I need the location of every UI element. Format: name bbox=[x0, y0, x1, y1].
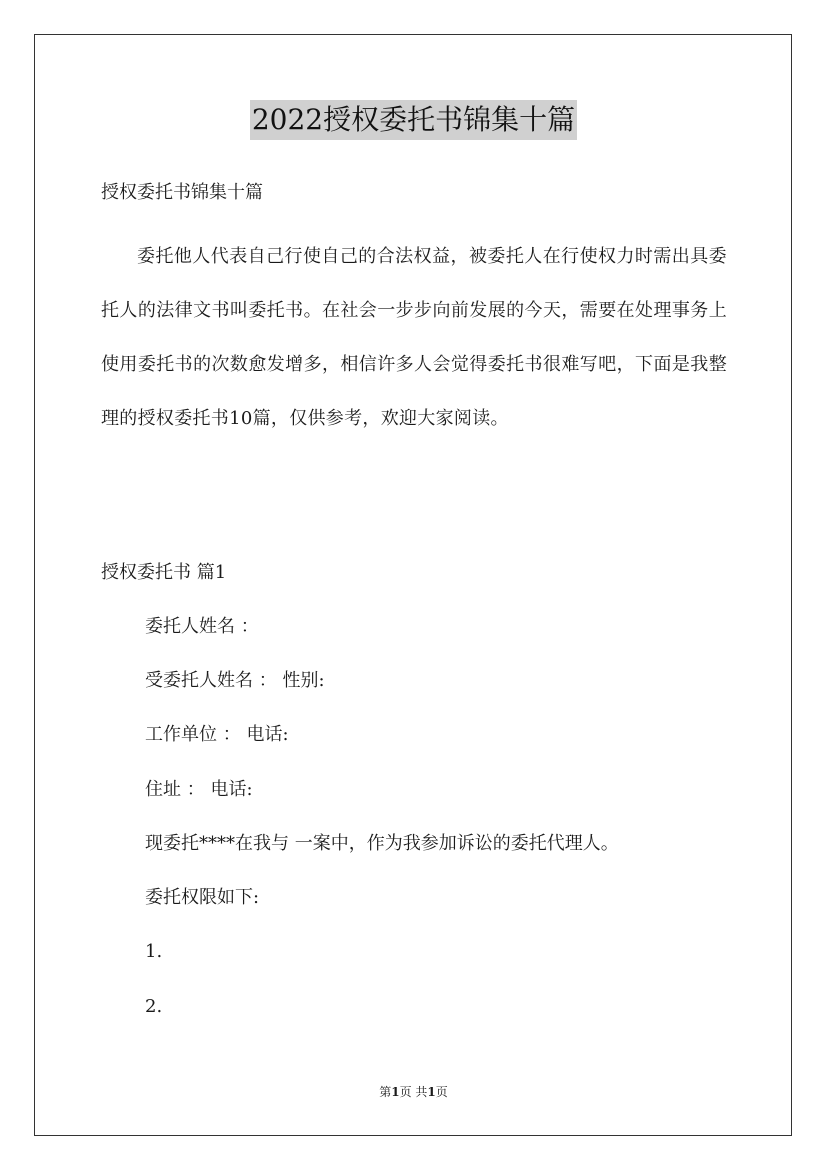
document-subtitle: 授权委托书锦集十篇 bbox=[101, 182, 263, 203]
list-item-2: 2. bbox=[145, 996, 163, 1017]
footer-page-mid: 页 共 bbox=[399, 1085, 428, 1099]
field-authority-heading: 委托权限如下: bbox=[145, 887, 260, 908]
field-principal-name: 委托人姓名 ： bbox=[145, 616, 259, 637]
footer-page-total: 1 bbox=[427, 1085, 436, 1099]
section-heading: 授权委托书 篇1 bbox=[101, 562, 227, 583]
field-address: 住址 ： 电话: bbox=[145, 779, 253, 800]
document-title: 2022授权委托书锦集十篇 bbox=[250, 100, 577, 140]
field-entrustment-statement: 现委托****在我与 一案中，作为我参加诉讼的委托代理人。 bbox=[145, 833, 619, 854]
footer-page-prefix: 第 bbox=[379, 1085, 392, 1099]
footer-page-suffix: 页 bbox=[435, 1085, 448, 1099]
footer-page-current: 1 bbox=[391, 1085, 400, 1099]
title-container bbox=[0, 100, 827, 140]
field-work-unit: 工作单位 ： 电话: bbox=[145, 724, 289, 745]
list-item-1: 1. bbox=[145, 941, 163, 962]
field-agent-name: 受委托人姓名 ： 性别: bbox=[145, 670, 325, 691]
intro-paragraph: 委托他人代表自己行使自己的合法权益，被委托人在行使权力时需出具委托人的法律文书叫委托书。在社会一步步向前发展的今天，需要在处理事务上使用委托书的次数愈发增多，相信许多人会觉得委托书很难写吧，下面是我整理的授权委托书10篇，仅供参考，欢迎大家阅读。 bbox=[101, 246, 727, 429]
page-footer bbox=[0, 1084, 827, 1100]
